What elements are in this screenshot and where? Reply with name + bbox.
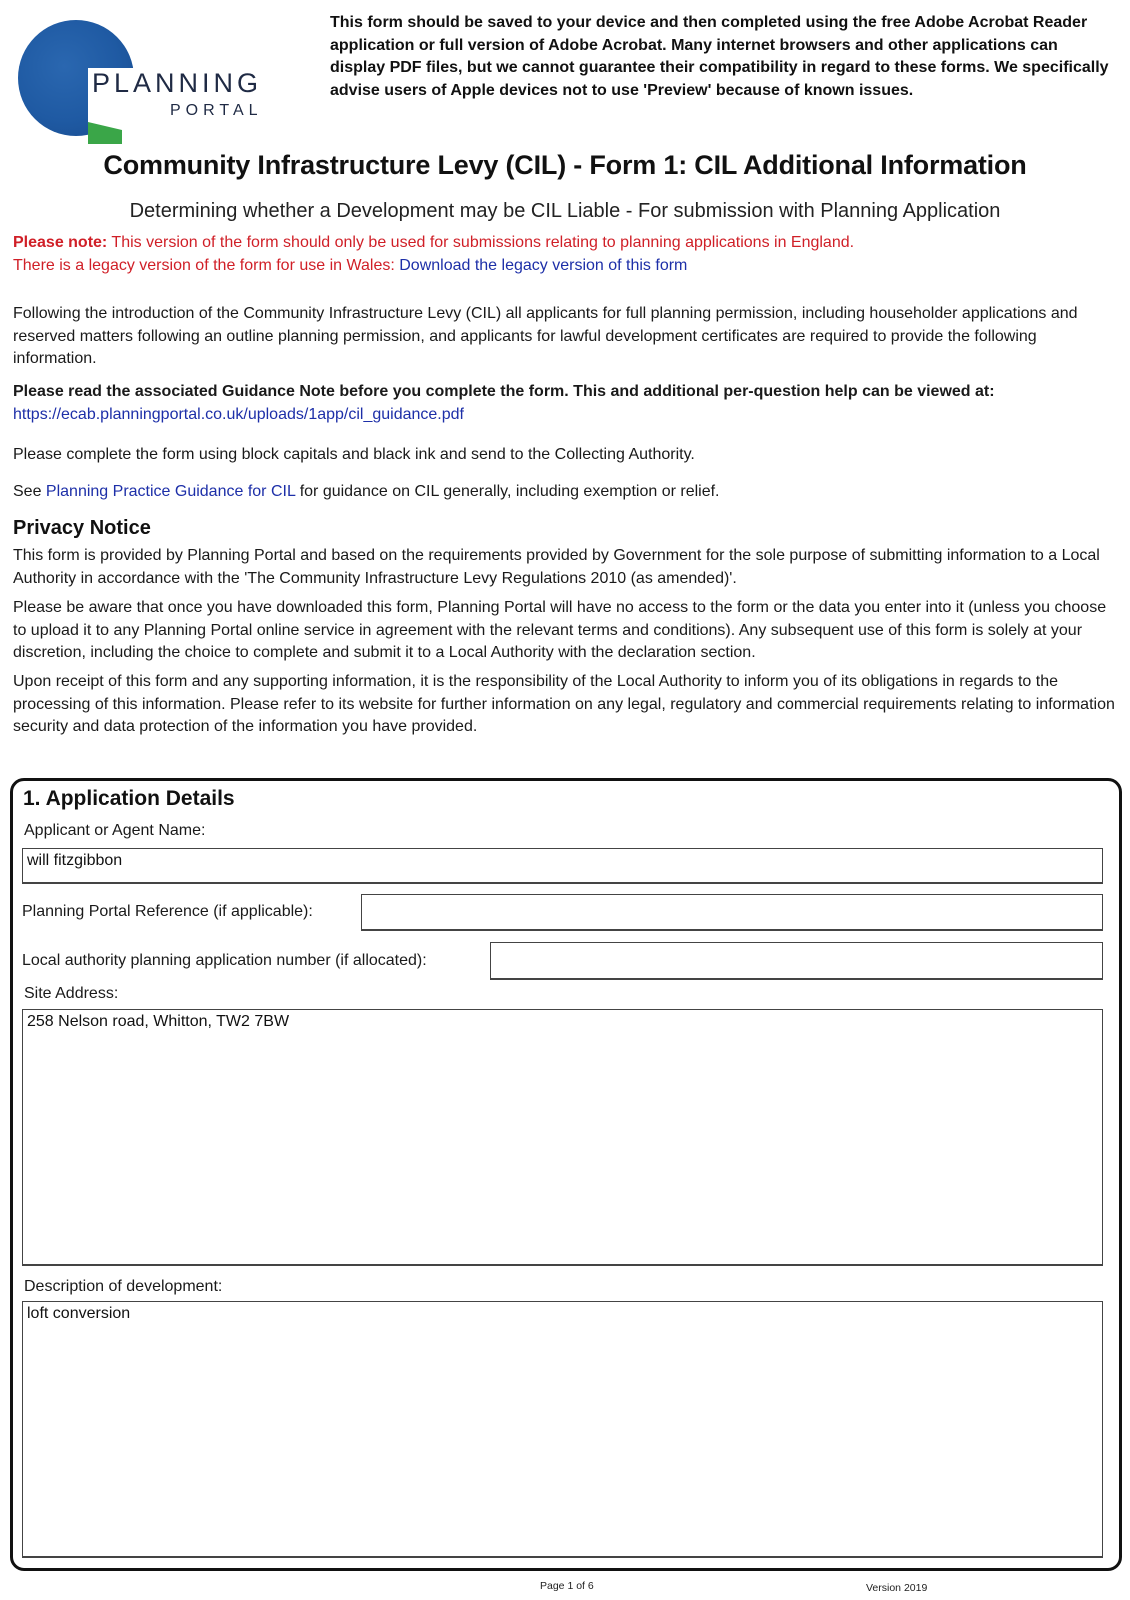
legacy-text: There is a legacy version of the form for use in Wales:	[13, 257, 400, 274]
guidance-instruction: Please read the associated Guidance Note before you complete the form. This and additional per-question help can be viewed at:	[13, 383, 995, 400]
see-guidance-row	[13, 481, 1118, 504]
please-note-label: Please note:	[13, 234, 108, 251]
see-prefix: See	[13, 483, 46, 500]
england-note	[13, 234, 854, 252]
la-application-number-field[interactable]	[490, 942, 1103, 980]
block-capitals-instruction: Please complete the form using block capitals and black ink and send to the Collecting Authority.	[13, 446, 695, 463]
intro-paragraph: Following the introduction of the Community Infrastructure Levy (CIL) all applicants for full planning permission, including householder applications and reserved matters following an outline planning permission, and applicants for lawful development certificates are required to provide the following information.	[13, 305, 1078, 367]
applicant-name-field[interactable]: will fitzgibbon	[22, 848, 1103, 884]
privacy-paragraph-3: Upon receipt of this form and any supporting information, it is the responsibility of the Local Authority to inform you of its obligations in regards to the processing of this information. Please refer to its website for further information on any legal, regulatory and commercial requirements relating to information security and data protection of the information you have provided.	[13, 673, 1115, 735]
page-number: Page 1 of 6	[540, 1580, 594, 1592]
la-application-number-label: Local authority planning application number (if allocated):	[22, 952, 427, 969]
portal-reference-label: Planning Portal Reference (if applicable):	[22, 903, 313, 920]
site-address-field[interactable]: 258 Nelson road, Whitton, TW2 7BW	[22, 1009, 1103, 1266]
description-label: Description of development:	[24, 1278, 223, 1295]
wales-note	[13, 257, 687, 275]
planning-portal-logo	[14, 16, 274, 136]
see-suffix: for guidance on CIL generally, including exemption or relief.	[295, 483, 720, 500]
application-details-section	[10, 778, 1122, 1571]
form-version: Version 2019	[866, 1582, 928, 1594]
privacy-notice-heading: Privacy Notice	[13, 517, 151, 539]
privacy-paragraph-2: Please be aware that once you have downloaded this form, Planning Portal will have no access to the form or the data you enter into it (unless you choose to upload it to any Planning Portal online service in agreement with the relevant terms and conditions). Any subsequent use of this form is solely at your discretion, including the choice to complete and submit it to a Local Authority with the declaration section.	[13, 599, 1107, 661]
section-title: 1. Application Details	[23, 787, 235, 810]
practice-guidance-link[interactable]: Planning Practice Guidance for CIL	[45, 483, 296, 500]
page-title: Community Infrastructure Levy (CIL) - Form 1: CIL Additional Information	[103, 150, 1027, 180]
privacy-paragraph-1: This form is provided by Planning Portal and based on the requirements provided by Government for the sole purpose of submitting information to a Local Authority in accordance with the 'The Community Infrastructure Levy Regulations 2010 (as amended)'.	[13, 547, 1100, 587]
guidance-link-row	[13, 404, 1118, 427]
page-subtitle: Determining whether a Development may be CIL Liable - For submission with Planning Application	[129, 200, 1001, 222]
site-address-label: Site Address:	[24, 985, 119, 1002]
guidance-link[interactable]: https://ecab.planningportal.co.uk/uploads/1app/cil_guidance.pdf	[13, 406, 464, 423]
portal-reference-field[interactable]	[361, 894, 1103, 931]
logo-text-portal: PORTAL	[170, 102, 263, 119]
legacy-form-link[interactable]: Download the legacy version of this form	[399, 257, 688, 274]
applicant-name-label: Applicant or Agent Name:	[24, 822, 206, 839]
logo-text-planning: PLANNING	[92, 68, 263, 98]
please-note-text: This version of the form should only be used for submissions relating to planning applications in England.	[107, 234, 855, 251]
description-field[interactable]: loft conversion	[22, 1301, 1103, 1558]
acrobat-notice: This form should be saved to your device and then completed using the free Adobe Acrobat Reader application or full version of Adobe Acrobat. Many internet browsers and other applications can display PDF files, but we cannot guarantee their compatibility in regard to these forms. We specifically advise users of Apple devices not to use 'Preview' because of known issues.	[330, 14, 1109, 99]
logo-green-triangle-icon	[88, 122, 122, 144]
